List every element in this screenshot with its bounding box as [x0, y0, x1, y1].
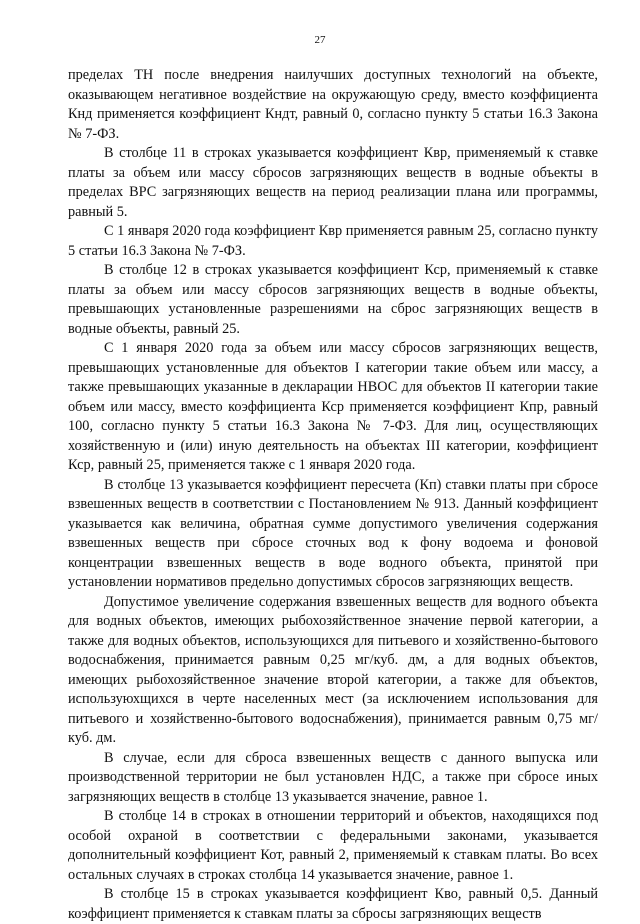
paragraph-column-14: В столбце 14 в строках в отношении территорий и объектов, находящихся под особой охраной в соответствии с федеральными законами, указывается дополнительный коэффициент Кот, равный 2, применяемый к ставкам платы. Во всех остальных случаях в строках столбца 14 указывается значение, равное 1.	[68, 808, 598, 883]
paragraph-column-12: В столбце 12 в строках указывается коэффициент Кср, применяемый к ставке платы за объем или массу сбросов загрязняющих веществ в водные объекты, превышающих установленные разрешениями на сброс загрязняющих веществ в водные объекты, равный 25.	[68, 262, 598, 337]
paragraph-column-13: В столбце 13 указывается коэффициент пересчета (Кп) ставки платы при сбросе взвешенных веществ в соответствии с Постановлением № 913. Данный коэффициент указывается как величина, обратная сумме допустимого увеличения содержания взвешенных веществ при сбросе сточных вод к фону водоема и фоновой концентрации взвешенных веществ в воде водного объекта, принятой при установлении нормативов предельно допустимых сбросов загрязняющих веществ.	[68, 476, 598, 590]
page-number: 27	[314, 34, 326, 46]
paragraph-column-11: В столбце 11 в строках указывается коэффициент Квр, применяемый к ставке платы за объем или массу сбросов загрязняющих веществ в водные объекты в пределах ВРС загрязняющих веществ на период реализации плана или программы, равный 5.	[68, 145, 598, 220]
paragraph-suspended-increase: Допустимое увеличение содержания взвешенных веществ для водного объекта для водных объектов, имеющих рыбохозяйственное значение первой категории, а также для водных объектов, использующихся для питьевого и хозяйственно-бытового водоснабжения, принимается равным 0,25 мг/куб. дм, а для водных объектов, имеющих рыбохозяйственное значение второй категории, а также для объектов, используюхщихся в черте населенных мест (за исключением использования для питьевого и хозяйственно-бытового водоснабжения), принимается равным 0,75 мг/ куб. дм.	[68, 593, 598, 746]
paragraph-no-nds: В случае, если для сброса взвешенных веществ с данного выпуска или производственной территории не был установлен НДС, а также при сбросе иных загрязняющих веществ в столбце 13 указывается значение, равное 1.	[68, 749, 598, 805]
paragraph-kpr-2020: С 1 января 2020 года за объем или массу сбросов загрязняющих веществ, превышающих установленные для объектов I категории такие объем или массу, а также превышающих указанные в декларации НВОС для объектов II категории такие объем или массу, вместо коэффициента Кср применяется коэффициент Кпр, равный 100, согласно пункту 5 статьи 16.3 Закона № 7-ФЗ. Для лиц, осуществляющих хозяйственную и (или) иную деятельность на объектах III категории, коэффициент Кср, равный 25, применяется также с 1 января 2020 года.	[68, 340, 598, 473]
paragraph-continuation: пределах ТН после внедрения наилучших доступных технологий на объекте, оказывающем негативное воздействие на окружающую среду, вместо коэффициента Кнд применяется коэффициент Кндт, равный 0, согласно пункту 5 статьи 16.3 Закона № 7-ФЗ.	[68, 67, 598, 142]
paragraph-column-15: В столбце 15 в строках указывается коэффициент Кво, равный 0,5. Данный коэффициент применяется к ставкам платы за сбросы загрязняющих веществ	[68, 886, 598, 922]
body-text	[68, 66, 598, 924]
paragraph-kvr-2020: С 1 января 2020 года коэффициент Квр применяется равным 25, согласно пункту 5 статьи 16.3 Закона № 7-ФЗ.	[68, 223, 598, 259]
